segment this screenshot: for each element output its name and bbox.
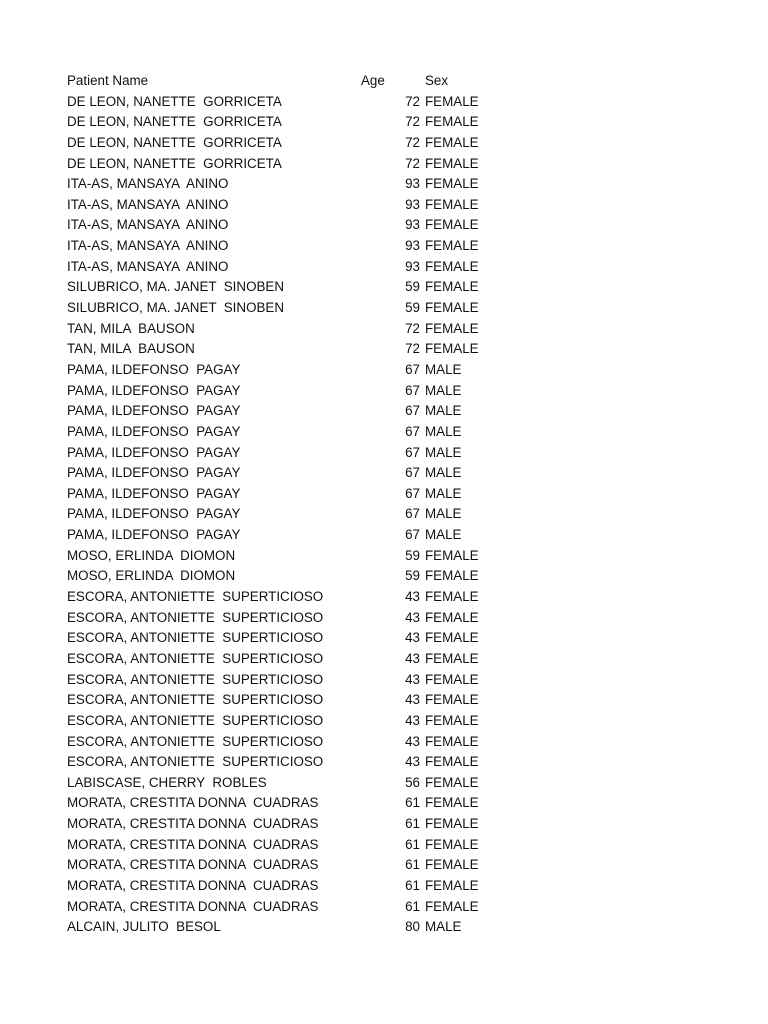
patient-name-cell: MORATA, CRESTITA DONNA CUADRAS: [67, 857, 319, 873]
patient-name-cell: PAMA, ILDEFONSO PAGAY: [67, 423, 241, 439]
table-body: [0, 92, 768, 938]
sex-cell: FEMALE: [425, 320, 479, 336]
table-row: [0, 711, 768, 732]
patient-name-cell: ESCORA, ANTONIETTE SUPERTICIOSO: [67, 609, 324, 625]
age-cell: 43: [405, 733, 420, 749]
patient-table: [0, 71, 768, 938]
patient-name-cell: SILUBRICO, MA. JANET SINOBEN: [67, 300, 285, 316]
age-cell: 72: [405, 114, 420, 130]
header-patient-name: Patient Name: [67, 73, 149, 88]
sex-cell: FEMALE: [425, 300, 479, 316]
sex-cell: FEMALE: [425, 176, 479, 192]
table-row: [0, 133, 768, 154]
patient-name-cell: MOSO, ERLINDA DIOMON: [67, 568, 236, 584]
table-row: [0, 690, 768, 711]
patient-name-cell: ESCORA, ANTONIETTE SUPERTICIOSO: [67, 712, 324, 728]
sex-cell: FEMALE: [425, 877, 479, 893]
sex-cell: FEMALE: [425, 898, 479, 914]
sex-cell: MALE: [425, 919, 462, 935]
sex-cell: FEMALE: [425, 774, 479, 790]
patient-name-cell: PAMA, ILDEFONSO PAGAY: [67, 403, 241, 419]
patient-name-cell: TAN, MILA BAUSON: [67, 320, 195, 336]
table-row: [0, 154, 768, 175]
patient-name-cell: ALCAIN, JULITO BESOL: [67, 919, 221, 935]
table-row: [0, 525, 768, 546]
table-row: [0, 484, 768, 505]
patient-name-cell: MORATA, CRESTITA DONNA CUADRAS: [67, 877, 319, 893]
sex-cell: FEMALE: [425, 341, 479, 357]
patient-name-cell: ITA-AS, MANSAYA ANINO: [67, 176, 229, 192]
patient-name-cell: ITA-AS, MANSAYA ANINO: [67, 258, 229, 274]
sex-cell: MALE: [425, 527, 462, 543]
sex-cell: FEMALE: [425, 609, 479, 625]
table-row: [0, 504, 768, 525]
age-cell: 67: [405, 485, 420, 501]
sex-cell: FEMALE: [425, 692, 479, 708]
table-row: [0, 319, 768, 340]
table-row: [0, 608, 768, 629]
patient-name-cell: ESCORA, ANTONIETTE SUPERTICIOSO: [67, 692, 324, 708]
table-row: [0, 732, 768, 753]
table-row: [0, 463, 768, 484]
sex-cell: FEMALE: [425, 93, 479, 109]
patient-name-cell: ITA-AS, MANSAYA ANINO: [67, 238, 229, 254]
table-row: [0, 773, 768, 794]
table-row: [0, 339, 768, 360]
sex-cell: FEMALE: [425, 671, 479, 687]
sex-cell: MALE: [425, 361, 462, 377]
table-row: [0, 752, 768, 773]
patient-name-cell: DE LEON, NANETTE GORRICETA: [67, 155, 282, 171]
sex-cell: FEMALE: [425, 754, 479, 770]
sex-cell: MALE: [425, 382, 462, 398]
sex-cell: FEMALE: [425, 857, 479, 873]
age-cell: 43: [405, 754, 420, 770]
sex-cell: FEMALE: [425, 238, 479, 254]
table-row: [0, 649, 768, 670]
sex-cell: FEMALE: [425, 650, 479, 666]
header-sex: Sex: [425, 73, 449, 88]
table-row: [0, 215, 768, 236]
sex-cell: MALE: [425, 465, 462, 481]
age-cell: 59: [405, 568, 420, 584]
age-cell: 93: [405, 196, 420, 212]
sex-cell: FEMALE: [425, 134, 479, 150]
sex-cell: MALE: [425, 485, 462, 501]
age-cell: 67: [405, 423, 420, 439]
sex-cell: FEMALE: [425, 816, 479, 832]
age-cell: 72: [405, 341, 420, 357]
patient-name-cell: PAMA, ILDEFONSO PAGAY: [67, 485, 241, 501]
table-row: [0, 257, 768, 278]
patient-name-cell: DE LEON, NANETTE GORRICETA: [67, 134, 282, 150]
age-cell: 43: [405, 671, 420, 687]
table-row: [0, 236, 768, 257]
patient-name-cell: MORATA, CRESTITA DONNA CUADRAS: [67, 816, 319, 832]
sex-cell: FEMALE: [425, 630, 479, 646]
sex-cell: FEMALE: [425, 196, 479, 212]
sex-cell: FEMALE: [425, 217, 479, 233]
table-row: [0, 443, 768, 464]
patient-name-cell: PAMA, ILDEFONSO PAGAY: [67, 506, 241, 522]
sex-cell: FEMALE: [425, 568, 479, 584]
age-cell: 43: [405, 630, 420, 646]
sex-cell: FEMALE: [425, 836, 479, 852]
age-cell: 72: [405, 155, 420, 171]
patient-name-cell: ESCORA, ANTONIETTE SUPERTICIOSO: [67, 650, 324, 666]
patient-name-cell: MOSO, ERLINDA DIOMON: [67, 547, 236, 563]
table-row: [0, 112, 768, 133]
age-cell: 67: [405, 382, 420, 398]
age-cell: 67: [405, 506, 420, 522]
patient-name-cell: TAN, MILA BAUSON: [67, 341, 195, 357]
patient-name-cell: ESCORA, ANTONIETTE SUPERTICIOSO: [67, 630, 324, 646]
age-cell: 43: [405, 609, 420, 625]
age-cell: 93: [405, 176, 420, 192]
patient-name-cell: MORATA, CRESTITA DONNA CUADRAS: [67, 898, 319, 914]
table-row: [0, 566, 768, 587]
table-row: [0, 897, 768, 918]
table-row: [0, 793, 768, 814]
age-cell: 72: [405, 93, 420, 109]
age-cell: 67: [405, 465, 420, 481]
table-row: [0, 174, 768, 195]
table-row: [0, 546, 768, 567]
patient-name-cell: ITA-AS, MANSAYA ANINO: [67, 217, 229, 233]
age-cell: 61: [405, 857, 420, 873]
age-cell: 43: [405, 692, 420, 708]
sex-cell: MALE: [425, 444, 462, 460]
sex-cell: FEMALE: [425, 712, 479, 728]
age-cell: 72: [405, 134, 420, 150]
sex-cell: FEMALE: [425, 547, 479, 563]
table-row: [0, 401, 768, 422]
age-cell: 61: [405, 816, 420, 832]
table-row: [0, 876, 768, 897]
table-row: [0, 628, 768, 649]
table-row: [0, 381, 768, 402]
patient-name-cell: MORATA, CRESTITA DONNA CUADRAS: [67, 795, 319, 811]
patient-name-cell: PAMA, ILDEFONSO PAGAY: [67, 527, 241, 543]
patient-name-cell: ESCORA, ANTONIETTE SUPERTICIOSO: [67, 589, 324, 605]
table-row: [0, 587, 768, 608]
age-cell: 43: [405, 712, 420, 728]
age-cell: 61: [405, 795, 420, 811]
patient-name-cell: PAMA, ILDEFONSO PAGAY: [67, 444, 241, 460]
age-cell: 59: [405, 300, 420, 316]
patient-name-cell: ESCORA, ANTONIETTE SUPERTICIOSO: [67, 671, 324, 687]
table-row: [0, 855, 768, 876]
table-row: [0, 422, 768, 443]
age-cell: 93: [405, 238, 420, 254]
sex-cell: FEMALE: [425, 258, 479, 274]
age-cell: 61: [405, 836, 420, 852]
table-header: [0, 71, 768, 92]
age-cell: 59: [405, 279, 420, 295]
patient-name-cell: PAMA, ILDEFONSO PAGAY: [67, 361, 241, 377]
patient-name-cell: ESCORA, ANTONIETTE SUPERTICIOSO: [67, 754, 324, 770]
sex-cell: FEMALE: [425, 279, 479, 295]
age-cell: 93: [405, 217, 420, 233]
patient-name-cell: PAMA, ILDEFONSO PAGAY: [67, 382, 241, 398]
patient-name-cell: ESCORA, ANTONIETTE SUPERTICIOSO: [67, 733, 324, 749]
patient-name-cell: DE LEON, NANETTE GORRICETA: [67, 93, 282, 109]
sex-cell: MALE: [425, 403, 462, 419]
table-row: [0, 277, 768, 298]
age-cell: 80: [405, 919, 420, 935]
table-row: [0, 195, 768, 216]
table-row: [0, 835, 768, 856]
sex-cell: FEMALE: [425, 114, 479, 130]
age-cell: 72: [405, 320, 420, 336]
table-row: [0, 814, 768, 835]
table-row: [0, 298, 768, 319]
table-row: [0, 92, 768, 113]
table-row: [0, 670, 768, 691]
sex-cell: MALE: [425, 506, 462, 522]
patient-name-cell: DE LEON, NANETTE GORRICETA: [67, 114, 282, 130]
patient-name-cell: SILUBRICO, MA. JANET SINOBEN: [67, 279, 285, 295]
age-cell: 43: [405, 589, 420, 605]
table-row: [0, 360, 768, 381]
sex-cell: FEMALE: [425, 795, 479, 811]
age-cell: 67: [405, 444, 420, 460]
patient-name-cell: PAMA, ILDEFONSO PAGAY: [67, 465, 241, 481]
age-cell: 61: [405, 877, 420, 893]
age-cell: 67: [405, 361, 420, 377]
table-row: [0, 917, 768, 938]
age-cell: 56: [405, 774, 420, 790]
age-cell: 59: [405, 547, 420, 563]
patient-name-cell: MORATA, CRESTITA DONNA CUADRAS: [67, 836, 319, 852]
header-age: Age: [361, 73, 385, 88]
sex-cell: FEMALE: [425, 733, 479, 749]
sex-cell: FEMALE: [425, 155, 479, 171]
patient-name-cell: ITA-AS, MANSAYA ANINO: [67, 196, 229, 212]
age-cell: 93: [405, 258, 420, 274]
age-cell: 43: [405, 650, 420, 666]
age-cell: 61: [405, 898, 420, 914]
sex-cell: FEMALE: [425, 589, 479, 605]
age-cell: 67: [405, 403, 420, 419]
age-cell: 67: [405, 527, 420, 543]
patient-name-cell: LABISCASE, CHERRY ROBLES: [67, 774, 267, 790]
sex-cell: MALE: [425, 423, 462, 439]
